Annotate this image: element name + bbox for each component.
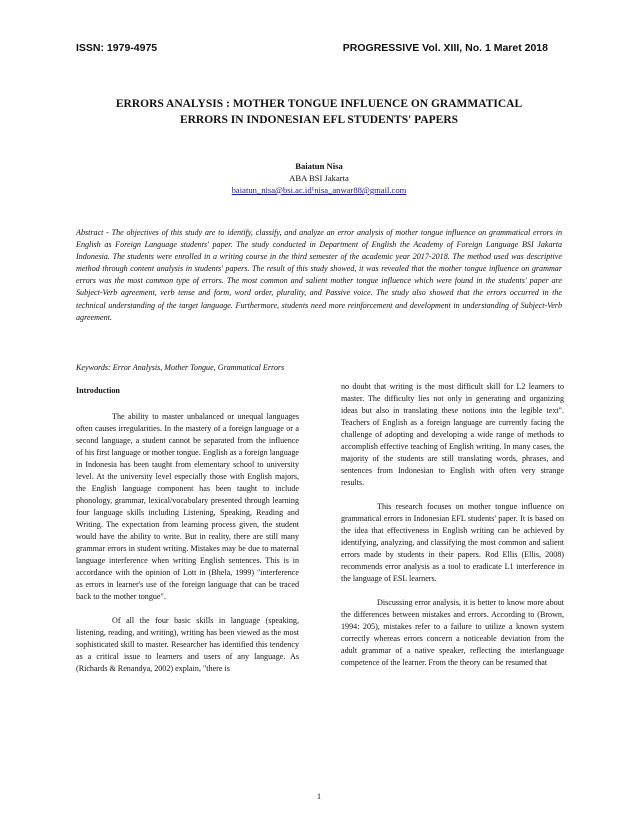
paper-title xyxy=(80,96,558,128)
author-affiliation: ABA BSI Jakarta xyxy=(289,173,349,183)
abstract: Abstract - The objectives of this study are to identify, classify, and analyze an error analysis of mother tongue influence on grammatical errors in English as Foreign Language students' paper. The study conducted in Department of English the Academy of Foreign Language BSI Jakarta Indonesia. The students were enrolled in a writing course in the third semester of the academic year 2017-2018. The method used was descriptive method through content analysis in students' papers. The result of this study showed, it was revealed that the mother tongue influence on grammar errors was the most common type of errors. The most common and salient mother tongue influence which were found in the students' paper are Subject-Verb agreement, verb tense and form, word order, plurality, and Passive voice. The study also showed that the errors occurred in the technical understanding of the target language. Furthermore, students need more reinforcement and development in understanding of Subject-Verb agreement. xyxy=(76,228,562,322)
body-paragraph: Discussing error analysis, it is better to know more about the differences between mistakes and errors. According to (Brown, 1994: 205), mistakes refer to a failure to utilize a known system correctly whereas errors concern a noticeable deviation from the adult grammar of a native speaker, reflecting the interlanguage competence of the learner. From the theory can be resumed that xyxy=(341,598,564,667)
right-column xyxy=(341,381,564,681)
title-line-1: ERRORS ANALYSIS : MOTHER TONGUE INFLUENCE ON GRAMMATICAL xyxy=(115,98,523,110)
body-paragraph: This research focuses on mother tongue influence on grammatical errors in Indonesian EFL students' paper. It is based on the idea that effectiveness in English writing can be achieved by identifying, analyzing, and classifying the most common and salient errors made by students in their papers. Rod Ellis (Ellis, 2008) recommends error analysis as a tool to eradicate L1 interference in the language of ESL learners. xyxy=(341,502,564,583)
issn-header: ISSN: 1979-4975 xyxy=(76,42,158,54)
keywords: Keywords: Error Analysis, Mother Tongue, Grammatical Errors xyxy=(76,363,285,372)
body-paragraph: no doubt that writing is the most difficult skill for L2 learners to master. The difficulty lies not only in generating and organizing ideas but also in translating these notions into the legible text". Teachers of English as a foreign language are currently facing the challenge of adopting and developing a wide range of methods to accomplish effective teaching of English writing. In many cases, the majority of the students are still translating words, phrases, and sentences from Indonesian to English with often very strange results. xyxy=(341,382,564,487)
author-name: Baiatun Nisa xyxy=(295,161,343,171)
title-line-2: ERRORS IN INDONESIAN EFL STUDENTS' PAPERS xyxy=(179,114,459,126)
body-paragraph: Of all the four basic skills in language (speaking, listening, reading, and writing), writing has been viewed as the most sophisticated skill to master. Researcher has identified this tendency as a critical issue to learners and users of any language. As (Richards & Renandya, 2002) explain, "there is xyxy=(76,616,299,673)
journal-header: PROGRESSIVE Vol. XIII, No. 1 Maret 2018 xyxy=(342,42,548,54)
body-paragraph: The ability to master unbalanced or unequal languages often causes irregularities. In the mastery of a foreign language or a second language, a student cannot be separated from the influence of his first language or mother tongue. English as a foreign language in Indonesia has been taught from elementary school to university level. At the university level especially those with English majors, the English language component has been taught to include phonology, grammar, lexical/vocabulary presented through learning four language skills including Listening, Speaking, Reading and Writing. The expectation from learning process given, the student would have the ability to write. But in reality, there are still many grammar errors in student writing. Mistakes may be due to maternal language interference when writing English sentences. This is in accordance with the opinion of Lott in (Bhela, 1999) "interference as errors in learner's use of the foreign language that can be traced back to the mother tongue". xyxy=(76,412,299,601)
page-number: 1 xyxy=(316,791,322,801)
author-block xyxy=(80,160,558,196)
author-email-link[interactable]: baiatun_nisa@bsi.ac.id¹nisa_anwar88@gmail.com xyxy=(231,185,407,195)
section-heading-introduction: Introduction xyxy=(76,386,120,395)
left-column xyxy=(76,385,299,687)
